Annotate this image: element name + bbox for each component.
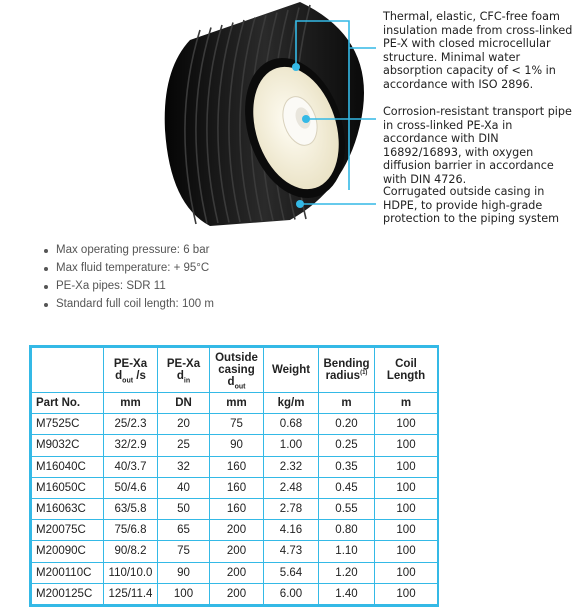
- table-cell: 100: [375, 477, 438, 498]
- header-weight: Weight: [264, 348, 319, 393]
- part-number-cell: M200110C: [32, 562, 104, 583]
- table-cell: 32/2.9: [104, 435, 158, 456]
- table-cell: 200: [210, 562, 264, 583]
- table-cell: 40: [158, 477, 210, 498]
- units-cell: kg/m: [264, 393, 319, 414]
- table-row: [32, 435, 438, 456]
- table-cell: 125/11.4: [104, 583, 158, 604]
- table-cell: 200: [210, 520, 264, 541]
- table-row: [32, 477, 438, 498]
- table-cell: 100: [375, 498, 438, 519]
- units-cell: Part No.: [32, 393, 104, 414]
- table-cell: 2.48: [264, 477, 319, 498]
- table-cell: 0.80: [319, 520, 375, 541]
- table-row: [32, 456, 438, 477]
- units-cell: DN: [158, 393, 210, 414]
- table-cell: 100: [375, 541, 438, 562]
- part-number-cell: M16050C: [32, 477, 104, 498]
- table-cell: 1.20: [319, 562, 375, 583]
- table-cell: 6.00: [264, 583, 319, 604]
- header-pexa-dout: PE-Xa $d_{out}$ /s: [104, 348, 158, 393]
- table-cell: 75: [210, 414, 264, 435]
- header-coil-length: Coil Length: [375, 348, 438, 393]
- table-cell: 160: [210, 456, 264, 477]
- table-cell: 0.45: [319, 477, 375, 498]
- table-row: [32, 414, 438, 435]
- table-cell: 32: [158, 456, 210, 477]
- header-outside-casing: Outside casing $d_{out}$: [210, 348, 264, 393]
- table-cell: 50: [158, 498, 210, 519]
- table-row: [32, 562, 438, 583]
- pipe-spec-table: [29, 345, 439, 607]
- table-units-row: [32, 393, 438, 414]
- table-cell: 5.64: [264, 562, 319, 583]
- units-cell: mm: [210, 393, 264, 414]
- table-cell: 1.40: [319, 583, 375, 604]
- table-cell: 0.55: [319, 498, 375, 519]
- table-cell: 2.32: [264, 456, 319, 477]
- part-number-cell: M16040C: [32, 456, 104, 477]
- table-row: [32, 520, 438, 541]
- table-cell: 160: [210, 477, 264, 498]
- part-number-cell: M20075C: [32, 520, 104, 541]
- table-cell: 1.10: [319, 541, 375, 562]
- table-cell: 0.25: [319, 435, 375, 456]
- table-cell: 100: [375, 414, 438, 435]
- table-header-row: [32, 348, 438, 393]
- spec-item: PE-Xa pipes: SDR 11: [40, 277, 214, 295]
- table-cell: 4.73: [264, 541, 319, 562]
- table-cell: 90: [158, 562, 210, 583]
- table-row: [32, 583, 438, 604]
- table-row: [32, 541, 438, 562]
- table-cell: 50/4.6: [104, 477, 158, 498]
- table-cell: 90: [210, 435, 264, 456]
- spec-item: Max operating pressure: 6 bar: [40, 241, 214, 259]
- part-number-cell: M9032C: [32, 435, 104, 456]
- table-cell: 75/6.8: [104, 520, 158, 541]
- table-cell: 100: [375, 456, 438, 477]
- table-cell: 75: [158, 541, 210, 562]
- table-cell: 65: [158, 520, 210, 541]
- table-cell: 110/10.0: [104, 562, 158, 583]
- part-number-cell: M200125C: [32, 583, 104, 604]
- table-cell: 100: [375, 562, 438, 583]
- table-cell: 40/3.7: [104, 456, 158, 477]
- table-cell: 2.78: [264, 498, 319, 519]
- table-cell: 20: [158, 414, 210, 435]
- table-cell: 100: [158, 583, 210, 604]
- table-cell: 1.00: [264, 435, 319, 456]
- table-row: [32, 498, 438, 519]
- header-blank: [32, 348, 104, 393]
- table-cell: 63/5.8: [104, 498, 158, 519]
- units-cell: m: [319, 393, 375, 414]
- part-number-cell: M7525C: [32, 414, 104, 435]
- table-cell: 0.68: [264, 414, 319, 435]
- table-cell: 100: [375, 520, 438, 541]
- insulation-callout: Thermal, elastic, CFC-free foam insulation made from cross-linked PE-X with closed microcellular structure. Minimal water absorption capacity of < 1% in accordance with ISO 2896.: [383, 10, 573, 91]
- table-cell: 0.20: [319, 414, 375, 435]
- table-cell: 0.35: [319, 456, 375, 477]
- casing-callout: Corrugated outside casing in HDPE, to provide high-grade protection to the piping system: [383, 185, 560, 226]
- table-cell: 160: [210, 498, 264, 519]
- units-cell: m: [375, 393, 438, 414]
- units-cell: mm: [104, 393, 158, 414]
- header-pexa-din: PE-Xa $d_{in}$: [158, 348, 210, 393]
- table-cell: 25: [158, 435, 210, 456]
- table-cell: 4.16: [264, 520, 319, 541]
- spec-item: Standard full coil length: 100 m: [40, 295, 214, 313]
- table-cell: 100: [375, 583, 438, 604]
- table-cell: 200: [210, 583, 264, 604]
- spec-item: Max fluid temperature: + 95°C: [40, 259, 214, 277]
- table-cell: 25/2.3: [104, 414, 158, 435]
- table-cell: 200: [210, 541, 264, 562]
- table-cell: 90/8.2: [104, 541, 158, 562]
- part-number-cell: M20090C: [32, 541, 104, 562]
- table-cell: 100: [375, 435, 438, 456]
- transport-pipe-callout: Corrosion-resistant transport pipe in cross-linked PE-Xa in accordance with DIN 16892/16893, with oxygen diffusion barrier in accordance with DIN 4726.: [383, 105, 572, 186]
- part-number-cell: M16063C: [32, 498, 104, 519]
- header-bending-radius: Bending radius$^{(1)}$: [319, 348, 375, 393]
- spec-list: [40, 241, 214, 313]
